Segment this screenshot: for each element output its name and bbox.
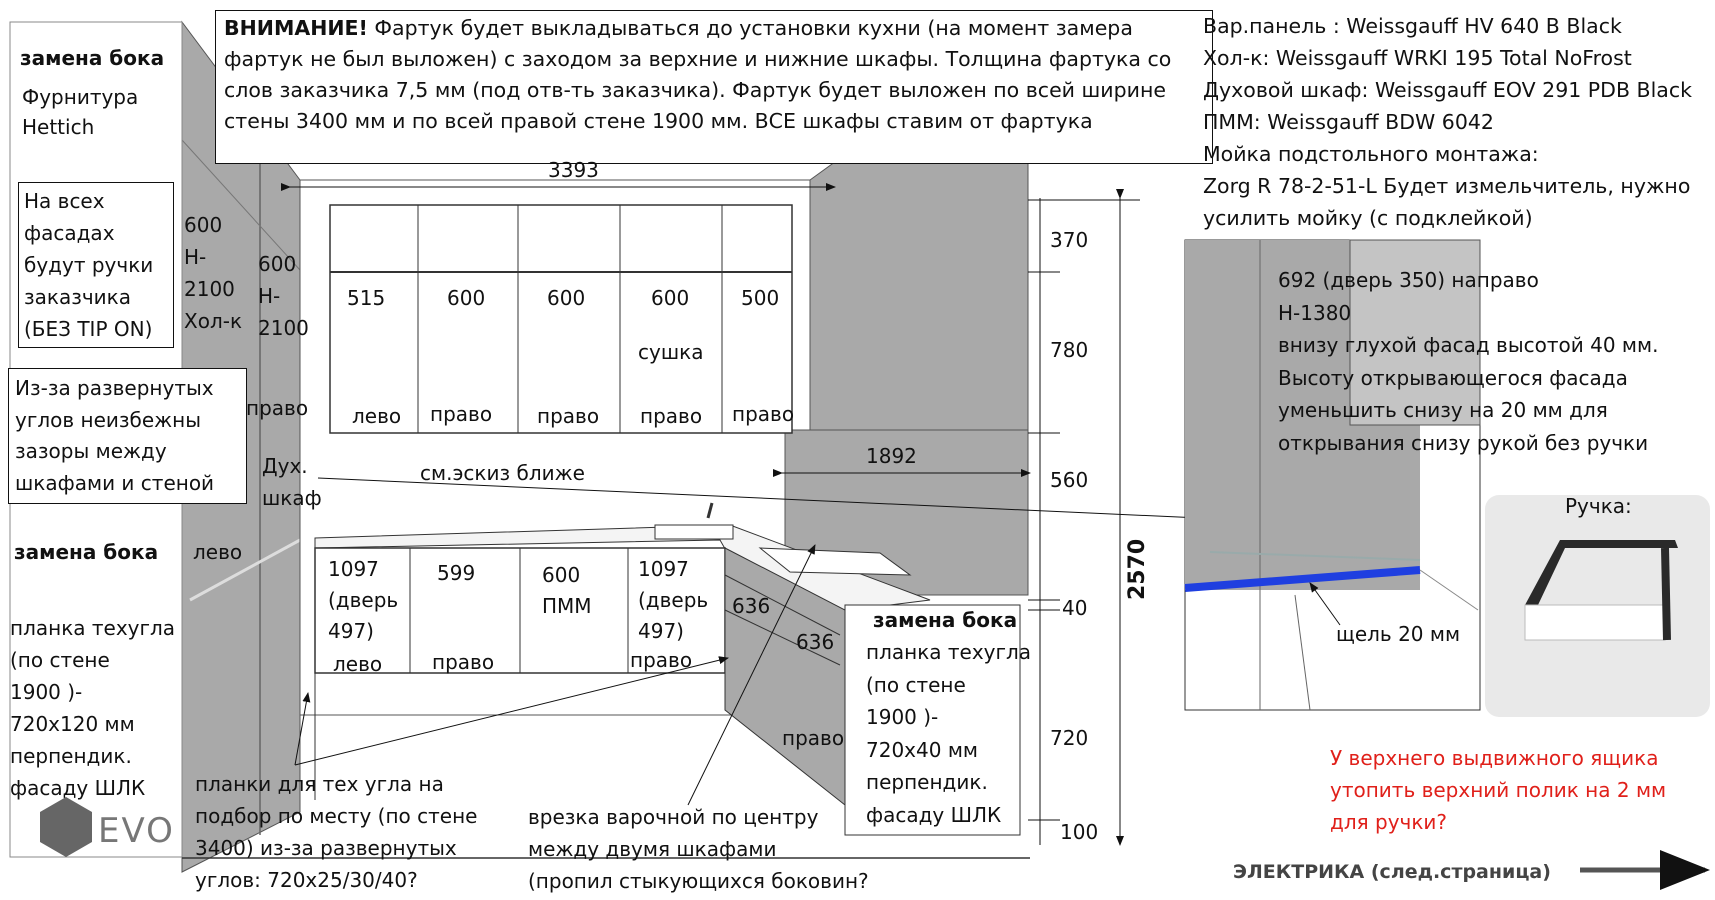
dim-total-height: 2570 bbox=[1125, 538, 1150, 600]
handles-note: На всех фасадах будут ручки заказчика (БЕЗ TIP ON) bbox=[18, 182, 174, 348]
lower-cabinet-2-open: право bbox=[432, 650, 495, 674]
appliance-sink-title: Мойка подстольного монтажа: bbox=[1203, 142, 1539, 166]
side-replace-top: замена бока bbox=[20, 46, 165, 70]
dim-wall-width: 3393 bbox=[548, 158, 599, 182]
upper-cabinet-4-width: 600 bbox=[651, 286, 690, 310]
appliance-sink: Zorg R 78-2-51-L Будет измельчитель, нужно усилить мойку (с подклейкой) bbox=[1203, 174, 1691, 230]
handle-label: Ручка: bbox=[1565, 494, 1632, 518]
lower-cabinet-1-label: 1097 (дверь 497) bbox=[328, 557, 399, 643]
appliance-dishwasher: ПММ: Weissgauff BDW 6042 bbox=[1203, 110, 1494, 134]
oven-label: Дух. шкаф bbox=[262, 454, 322, 510]
hob-note: врезка варочной по центру между двумя шкафами (пропил стыкующихся боковин? bbox=[528, 805, 869, 893]
lower-cabinet-1-open: лево bbox=[333, 652, 383, 676]
appliance-list bbox=[1203, 10, 1713, 234]
upper-cabinet-3-width: 600 bbox=[547, 286, 586, 310]
appliance-hob: Вар.панель : Weissgauff HV 640 B Black bbox=[1203, 14, 1622, 38]
warning-label: ВНИМАНИЕ! bbox=[224, 16, 368, 40]
plinth-left-note: планка техугла (по стене 1900 )- 720х120 мм перпендик. фасаду ШЛК bbox=[10, 616, 176, 800]
lower-cabinet-2-label: 599 bbox=[437, 561, 476, 585]
upper-cabinet-row bbox=[330, 205, 795, 433]
lower-cabinet-4-label: 1097 (дверь 497) bbox=[638, 557, 709, 643]
warning-box bbox=[215, 10, 1213, 164]
detail-note: 692 (дверь 350) направо Н-1380 внизу глухой фасад высотой 40 мм. Высоту открывающегося фасада уменьшить снизу на 20 мм для открывания снизу рукой без ручки bbox=[1278, 268, 1659, 455]
appliance-fridge: Хол-к: Weissgauff WRKI 195 Total NoFrost bbox=[1203, 46, 1632, 70]
fridge-label: 600 Н- 2100 Хол-к bbox=[184, 213, 243, 333]
gaps-note: Из-за развернутых углов неизбежны зазоры между шкафами и стеной bbox=[8, 368, 247, 504]
dim-h-370: 370 bbox=[1050, 228, 1089, 252]
side-replace-bottom: замена бока bbox=[14, 540, 159, 564]
upper-cabinet-4-open: право bbox=[640, 404, 703, 428]
upper-cabinet-5-width: 500 bbox=[741, 286, 780, 310]
see-sketch-label: см.эскиз ближе bbox=[420, 461, 585, 485]
corner-unit-a: 636 bbox=[732, 594, 771, 618]
upper-cabinet-1-open: лево bbox=[352, 404, 402, 428]
evo-logo-text: EVO bbox=[98, 811, 175, 851]
corner-unit-b: 636 bbox=[796, 630, 835, 654]
oven-column-label: 600 Н- 2100 bbox=[258, 252, 309, 340]
drawer-red-note: У верхнего выдвижного ящика утопить верхний полик на 2 мм для ручки? bbox=[1330, 746, 1667, 834]
tall-bottom-open-label: лево bbox=[193, 540, 243, 564]
dim-h-40: 40 bbox=[1062, 596, 1088, 620]
appliance-oven: Духовой шкаф: Weissgauff EOV 291 PDB Black bbox=[1203, 78, 1692, 102]
right-side-replace: замена бока bbox=[873, 608, 1018, 632]
dim-right-wall: 1892 bbox=[866, 444, 917, 468]
plinths-note: планки для тех угла на подбор по месту (по стене 3400) из-за развернутых углов: 720х25/30/40? bbox=[195, 772, 478, 892]
dim-h-780: 780 bbox=[1050, 338, 1089, 362]
upper-cabinet-4-note: сушка bbox=[638, 340, 704, 364]
upper-cabinet-5-open: право bbox=[732, 402, 795, 426]
dim-h-720: 720 bbox=[1050, 726, 1089, 750]
lower-cabinet-3-label: 600 ПММ bbox=[542, 563, 592, 618]
warning-text: Фартук будет выкладываться до установки кухни (на момент замера фартук не был выложен) с заходом за верхние и нижние шкафы. Толщина фартука со слов заказчика 7,5 мм (под отв-ть заказчика). Фартук будет выложен по всей ширине стены 3400 мм и по всей правой стене 1900 мм. ВСЕ шкафы ставим от фартука bbox=[224, 16, 1172, 133]
lower-cabinet-4-open: право bbox=[630, 648, 693, 672]
footer-next-page: ЭЛЕКТРИКА (след.страница) bbox=[1233, 861, 1551, 883]
upper-cabinet-3-open: право bbox=[537, 404, 600, 428]
gap-label: щель 20 мм bbox=[1336, 622, 1461, 646]
dim-h-100: 100 bbox=[1060, 820, 1099, 844]
upper-cabinet-1-width: 515 bbox=[347, 286, 386, 310]
upper-cabinet-2-width: 600 bbox=[447, 286, 486, 310]
right-plinth-note: планка техугла (по стене 1900 )- 720х40 мм перпендик. фасаду ШЛК bbox=[866, 640, 1032, 827]
dim-h-560: 560 bbox=[1050, 468, 1089, 492]
oven-open-label: право bbox=[246, 396, 309, 420]
upper-cabinet-2-open: право bbox=[430, 402, 493, 426]
corner-unit-open: право bbox=[782, 726, 845, 750]
hardware-note: Фурнитура Hettich bbox=[22, 85, 139, 139]
